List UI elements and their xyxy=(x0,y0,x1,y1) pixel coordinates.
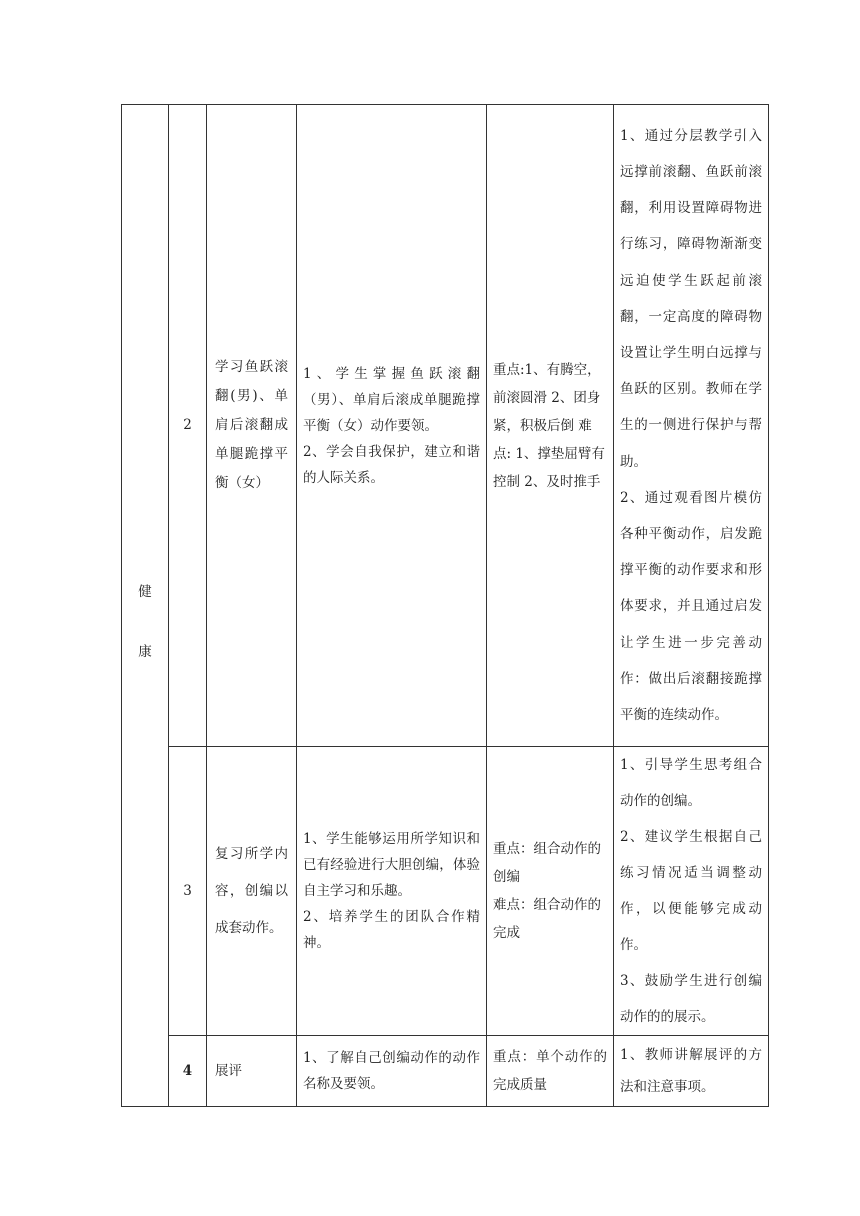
table-row xyxy=(122,747,769,1036)
key-point-item: 难点：组合动作的完成 xyxy=(493,897,601,941)
lesson-number: 2 xyxy=(169,105,207,747)
teaching-methods xyxy=(614,105,769,747)
method-item: 2、通过观看图片模仿各种平衡动作，启发跪撑平衡的动作要求和形体要求，并且通过启发让学生进一步完善动作：做出后滚翻接跪撑平衡的连续动作。 xyxy=(620,489,762,724)
goal-item: 1、学生能够运用所学知识和已有经验进行大胆创编，体验自主学习和乐趣。 xyxy=(303,831,480,899)
method-item: 1、教师讲解展评的方法和注意事项。 xyxy=(620,1047,762,1095)
unit-char: 健 xyxy=(138,584,152,600)
method-item: 2、建议学生根据自己练习情况适当调整动作，以便能够完成动作。 xyxy=(620,829,762,953)
unit-cell xyxy=(122,105,169,1107)
goal-item: 1、学生掌握鱼跃滚翻（男）、单肩后滚成单腿跪撑平衡（女）动作要领。 xyxy=(303,365,480,434)
unit-char: 康 xyxy=(138,644,152,660)
key-point-item: 重点：组合动作的创编 xyxy=(493,841,601,885)
lesson-content: 复习所学内容，创编以成套动作。 xyxy=(207,747,297,1036)
goal-item: 2、学会自我保护，建立和谐的人际关系。 xyxy=(303,443,480,486)
teaching-methods xyxy=(614,747,769,1036)
method-item: 3、鼓励学生进行创编动作的的展示。 xyxy=(620,973,762,1025)
lesson-plan-table xyxy=(121,104,769,1107)
lesson-number: 4 xyxy=(169,1036,207,1107)
key-point-item: 重点：单个动作的完成质量 xyxy=(493,1049,607,1093)
key-difficult-points xyxy=(487,1036,614,1107)
method-item: 1、引导学生思考组合动作的创编。 xyxy=(620,757,762,809)
lesson-content: 展评 xyxy=(207,1036,297,1107)
lesson-goals xyxy=(297,1036,487,1107)
lesson-goals xyxy=(297,105,487,747)
key-difficult-points xyxy=(487,747,614,1036)
key-difficult-points: 重点:1、有腾空，前滚圆滑 2、团身紧，积极后倒 难点: 1、撑垫屈臂有控制 2、及时推手 xyxy=(487,105,614,747)
lesson-content: 学习鱼跃滚翻(男)、单肩后滚翻成单腿跪撑平衡（女） xyxy=(207,105,297,747)
table-row xyxy=(122,1036,769,1107)
goal-item: 1、了解自己创编动作的动作名称及要领。 xyxy=(303,1050,480,1092)
lesson-goals xyxy=(297,747,487,1036)
method-item: 1、通过分层教学引入远撑前滚翻、鱼跃前滚翻，利用设置障碍物进行练习，障碍物渐渐变远迫使学生跃起前滚翻，一定高度的障碍物设置让学生明白远撑与鱼跃的区别。教师在学生的一侧进行保护与帮助。 xyxy=(620,127,762,470)
table-row xyxy=(122,105,769,747)
lesson-number: 3 xyxy=(169,747,207,1036)
goal-item: 2、培养学生的团队合作精神。 xyxy=(303,909,480,951)
teaching-methods xyxy=(614,1036,769,1107)
